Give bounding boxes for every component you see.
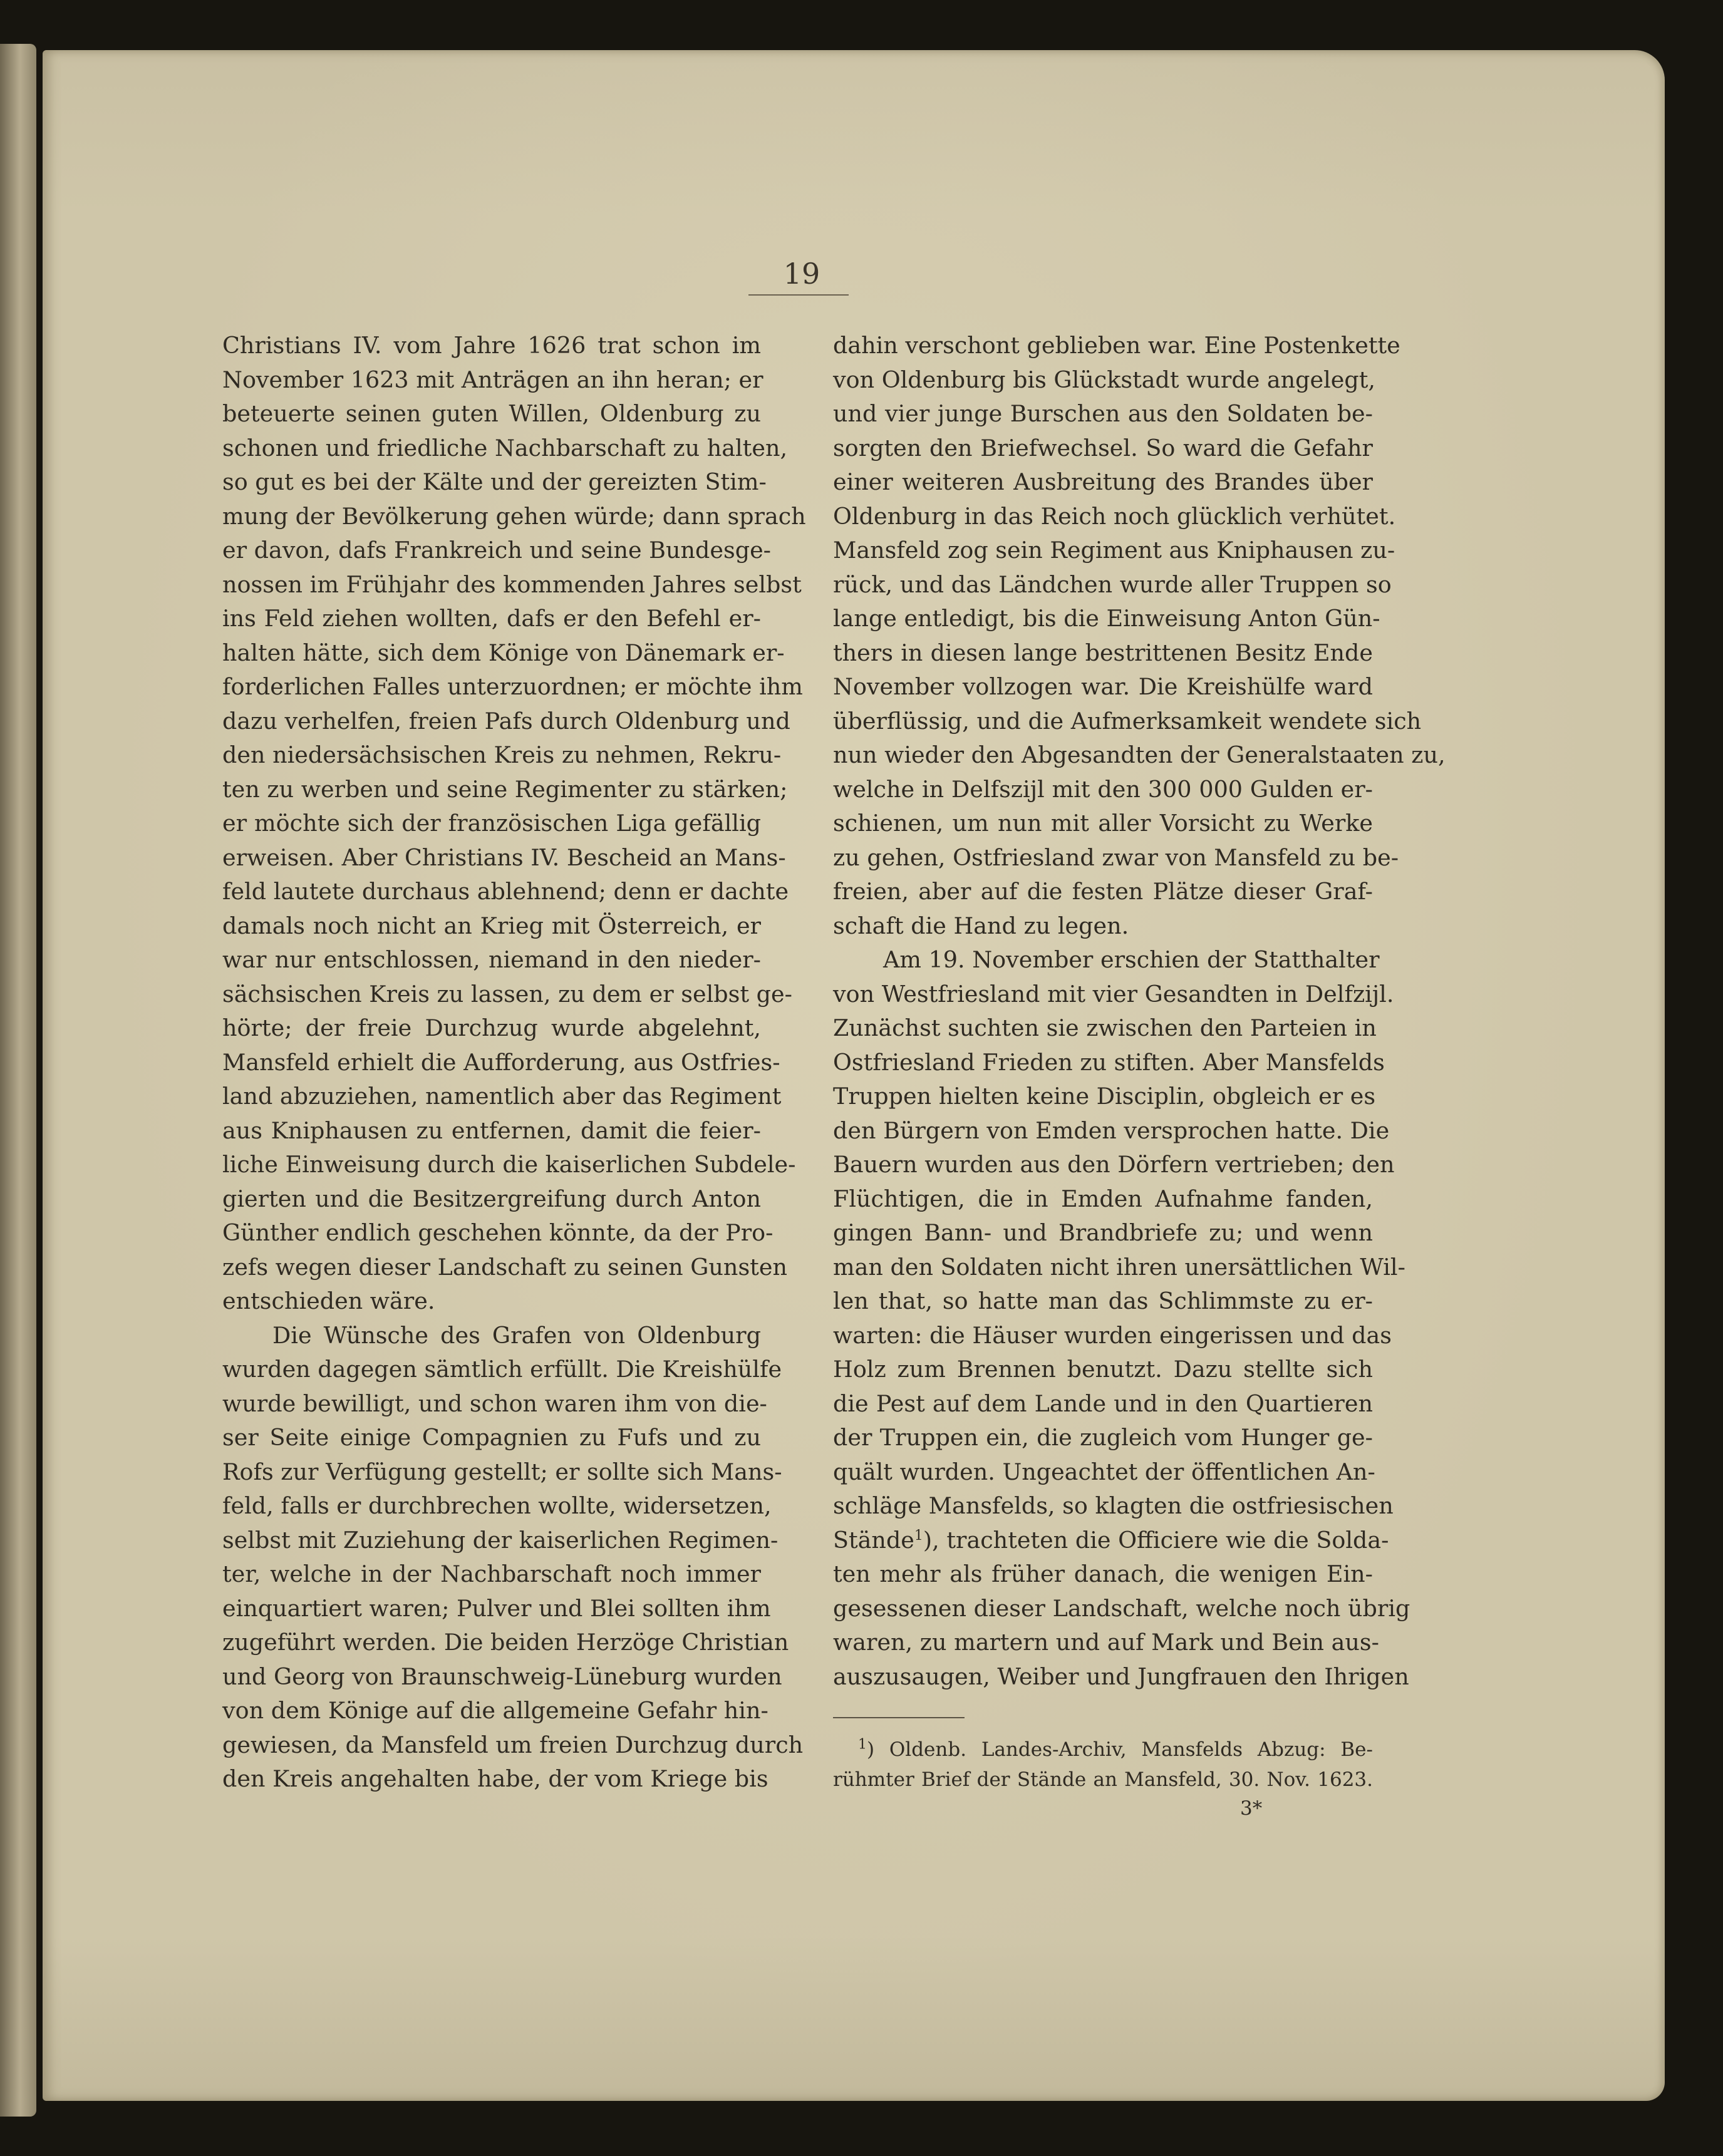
- text-line: mung der Bevölkerung gehen würde; dann sprach: [222, 502, 806, 530]
- right-text-column: [833, 329, 1446, 1694]
- text-line: liche Einweisung durch die kaiserlichen Subdele-: [222, 1151, 796, 1178]
- text-line: ten zu werben und seine Regimenter zu stärken;: [222, 775, 788, 803]
- text-line: entschieden wäre.: [222, 1287, 435, 1314]
- text-line: so gut es bei der Kälte und der gereizten Stim-: [222, 468, 767, 495]
- footnote: [833, 1735, 1373, 1795]
- text-line: Mansfeld erhielt die Aufforderung, aus Ostfries-: [222, 1048, 780, 1076]
- text-line: gingen Bann- und Brandbriefe zu; und wenn: [833, 1219, 1373, 1246]
- text-line: freien, aber auf die festen Plätze dieser Graf-: [833, 878, 1373, 905]
- text-line-with-footnote-ref: [833, 1524, 1389, 1558]
- text-line: ten mehr als früher danach, die wenigen Ein-: [833, 1560, 1373, 1587]
- page-number-rule: [748, 294, 849, 296]
- text-line: den Kreis angehalten habe, der vom Kriege bis: [222, 1765, 768, 1792]
- text-line: Flüchtigen, die in Emden Aufnahme fanden,: [833, 1185, 1373, 1212]
- text-line: ter, welche in der Nachbarschaft noch immer: [222, 1560, 761, 1587]
- text-line: halten hätte, sich dem Könige von Dänemark er-: [222, 639, 785, 666]
- text-line: len that, so hatte man das Schlimmste zu er-: [833, 1287, 1373, 1314]
- text-line: und Georg von Braunschweig-Lüneburg wurden: [222, 1663, 782, 1690]
- text-line: den niedersächsischen Kreis zu nehmen, Rekru-: [222, 741, 782, 768]
- text-line: von dem Könige auf die allgemeine Gefahr hin-: [222, 1697, 768, 1724]
- text-line: Mansfeld zog sein Regiment aus Kniphausen zu-: [833, 537, 1395, 564]
- text-line: November 1623 mit Anträgen an ihn heran; er: [222, 366, 763, 393]
- text-line: zu gehen, Ostfriesland zwar von Mansfeld zu be-: [833, 843, 1399, 871]
- text-line: quält wurden. Ungeachtet der öffentlichen An-: [833, 1458, 1375, 1485]
- text-line: Rofs zur Verfügung gestellt; er sollte sich Mans-: [222, 1458, 782, 1485]
- text-line: sächsischen Kreis zu lassen, zu dem er selbst ge-: [222, 980, 792, 1008]
- text-line: der Truppen ein, die zugleich vom Hunger ge-: [833, 1424, 1373, 1451]
- text-line: beteuerte seinen guten Willen, Oldenburg zu: [222, 400, 761, 427]
- text-line: damals noch nicht an Krieg mit Österreich, er: [222, 912, 761, 939]
- text-line: lange entledigt, bis die Einweisung Anton Gün-: [833, 605, 1380, 632]
- text-line: zefs wegen dieser Landschaft zu seinen Gunsten: [222, 1253, 787, 1281]
- text-line: Truppen hielten keine Disciplin, obgleich er es: [833, 1083, 1376, 1110]
- footnote-separator: [833, 1717, 965, 1718]
- text-line: selbst mit Zuziehung der kaiserlichen Regimen-: [222, 1526, 779, 1554]
- footnote-line: [833, 1735, 1373, 1765]
- text-fragment: Stände: [833, 1526, 914, 1554]
- text-line: ins Feld ziehen wollten, dafs er den Befehl er-: [222, 605, 761, 632]
- text-line: ser Seite einige Compagnien zu Fufs und zu: [222, 1424, 761, 1451]
- text-line: feld lautete durchaus ablehnend; denn er dachte: [222, 878, 789, 905]
- text-line: thers in diesen lange bestrittenen Besitz Ende: [833, 639, 1373, 666]
- text-line: Oldenburg in das Reich noch glücklich verhütet.: [833, 502, 1396, 530]
- text-line: schaft die Hand zu legen.: [833, 912, 1129, 939]
- text-line: auszusaugen, Weiber und Jungfrauen den Ihrigen: [833, 1663, 1409, 1690]
- text-line: gewiesen, da Mansfeld um freien Durchzug durch: [222, 1731, 804, 1758]
- page-number: 19: [783, 257, 820, 291]
- text-line: Holz zum Brennen benutzt. Dazu stellte sich: [833, 1356, 1373, 1383]
- text-line: nossen im Frühjahr des kommenden Jahres selbst: [222, 570, 802, 598]
- text-line: gierten und die Besitzergreifung durch Anton: [222, 1185, 761, 1212]
- text-line: forderlichen Falles unterzuordnen; er möchte ihm: [222, 673, 803, 700]
- text-line: wurde bewilligt, und schon waren ihm von die-: [222, 1390, 767, 1417]
- text-line: von Westfriesland mit vier Gesandten in Delfzijl.: [833, 980, 1394, 1008]
- text-line: Günther endlich geschehen könnte, da der Pro-: [222, 1219, 774, 1246]
- text-line: dahin verschont geblieben war. Eine Postenkette: [833, 332, 1400, 359]
- text-line: er davon, dafs Frankreich und seine Bundesge-: [222, 537, 772, 564]
- text-line: den Bürgern von Emden versprochen hatte. Die: [833, 1117, 1390, 1144]
- text-line: wurden dagegen sämtlich erfüllt. Die Kreishülfe: [222, 1356, 782, 1383]
- text-line: waren, zu martern und auf Mark und Bein aus-: [833, 1629, 1379, 1656]
- text-line: man den Soldaten nicht ihren unersättlichen Wil-: [833, 1253, 1405, 1281]
- text-line: von Oldenburg bis Glückstadt wurde angelegt,: [833, 366, 1376, 393]
- text-line: und vier junge Burschen aus den Soldaten be-: [833, 400, 1373, 427]
- text-line: einer weiteren Ausbreitung des Brandes über: [833, 468, 1373, 495]
- footnote-mark: 1: [858, 1736, 867, 1753]
- paragraph-start-line: Am 19. November erschien der Statthalter: [883, 946, 1380, 973]
- footnote-reference: 1: [914, 1527, 923, 1544]
- text-line: Zunächst suchten sie zwischen den Parteien in: [833, 1014, 1377, 1041]
- text-line: dazu verhelfen, freien Pafs durch Oldenburg und: [222, 707, 790, 735]
- text-line: sorgten den Briefwechsel. So ward die Gefahr: [833, 434, 1373, 462]
- text-line: Bauern wurden aus den Dörfern vertrieben; den: [833, 1151, 1395, 1178]
- text-line: aus Kniphausen zu entfernen, damit die feier-: [222, 1117, 761, 1144]
- text-line: hörte; der freie Durchzug wurde abgelehnt,: [222, 1014, 761, 1041]
- text-line: zugeführt werden. Die beiden Herzöge Christian: [222, 1629, 789, 1656]
- text-line: feld, falls er durchbrechen wollte, widersetzen,: [222, 1492, 772, 1519]
- text-line: rück, und das Ländchen wurde aller Truppen so: [833, 570, 1392, 598]
- text-line: gesessenen dieser Landschaft, welche noch übrig: [833, 1594, 1410, 1622]
- text-line: er möchte sich der französischen Liga gefällig: [222, 810, 761, 837]
- text-line: einquartiert waren; Pulver und Blei sollten ihm: [222, 1594, 771, 1622]
- left-text-column: [222, 329, 806, 1797]
- footnote-line: rühmter Brief der Stände an Mansfeld, 30. Nov. 1623.: [833, 1768, 1373, 1791]
- facing-page-edge: [0, 44, 36, 2117]
- text-line: überflüssig, und die Aufmerksamkeit wendete sich: [833, 707, 1422, 735]
- text-line: November vollzogen war. Die Kreishülfe ward: [833, 673, 1373, 700]
- footnote-text: ) Oldenb. Landes-Archiv, Mansfelds Abzug: Be-: [867, 1738, 1373, 1761]
- text-line: Christians IV. vom Jahre 1626 trat schon im: [222, 332, 761, 359]
- text-line: war nur entschlossen, niemand in den nieder-: [222, 946, 761, 973]
- text-fragment: ), trachteten die Officiere wie die Solda-: [923, 1526, 1389, 1554]
- text-line: land abzuziehen, namentlich aber das Regiment: [222, 1083, 782, 1110]
- text-line: schienen, um nun mit aller Vorsicht zu Werke: [833, 810, 1373, 837]
- text-line: schonen und friedliche Nachbarschaft zu halten,: [222, 434, 788, 462]
- text-line: warten: die Häuser wurden eingerissen und das: [833, 1321, 1392, 1349]
- text-line: nun wieder den Abgesandten der Generalstaaten zu,: [833, 741, 1446, 768]
- text-line: Ostfriesland Frieden zu stiften. Aber Mansfelds: [833, 1048, 1385, 1076]
- text-line: die Pest auf dem Lande und in den Quartieren: [833, 1390, 1373, 1417]
- paragraph-start-line: Die Wünsche des Grafen von Oldenburg: [272, 1321, 761, 1349]
- text-line: welche in Delfszijl mit den 300 000 Gulden er-: [833, 775, 1373, 803]
- printer-signature-mark: 3*: [1240, 1797, 1263, 1820]
- text-line: schläge Mansfelds, so klagten die ostfriesischen: [833, 1492, 1394, 1519]
- text-line: erweisen. Aber Christians IV. Bescheid an Mans-: [222, 843, 786, 871]
